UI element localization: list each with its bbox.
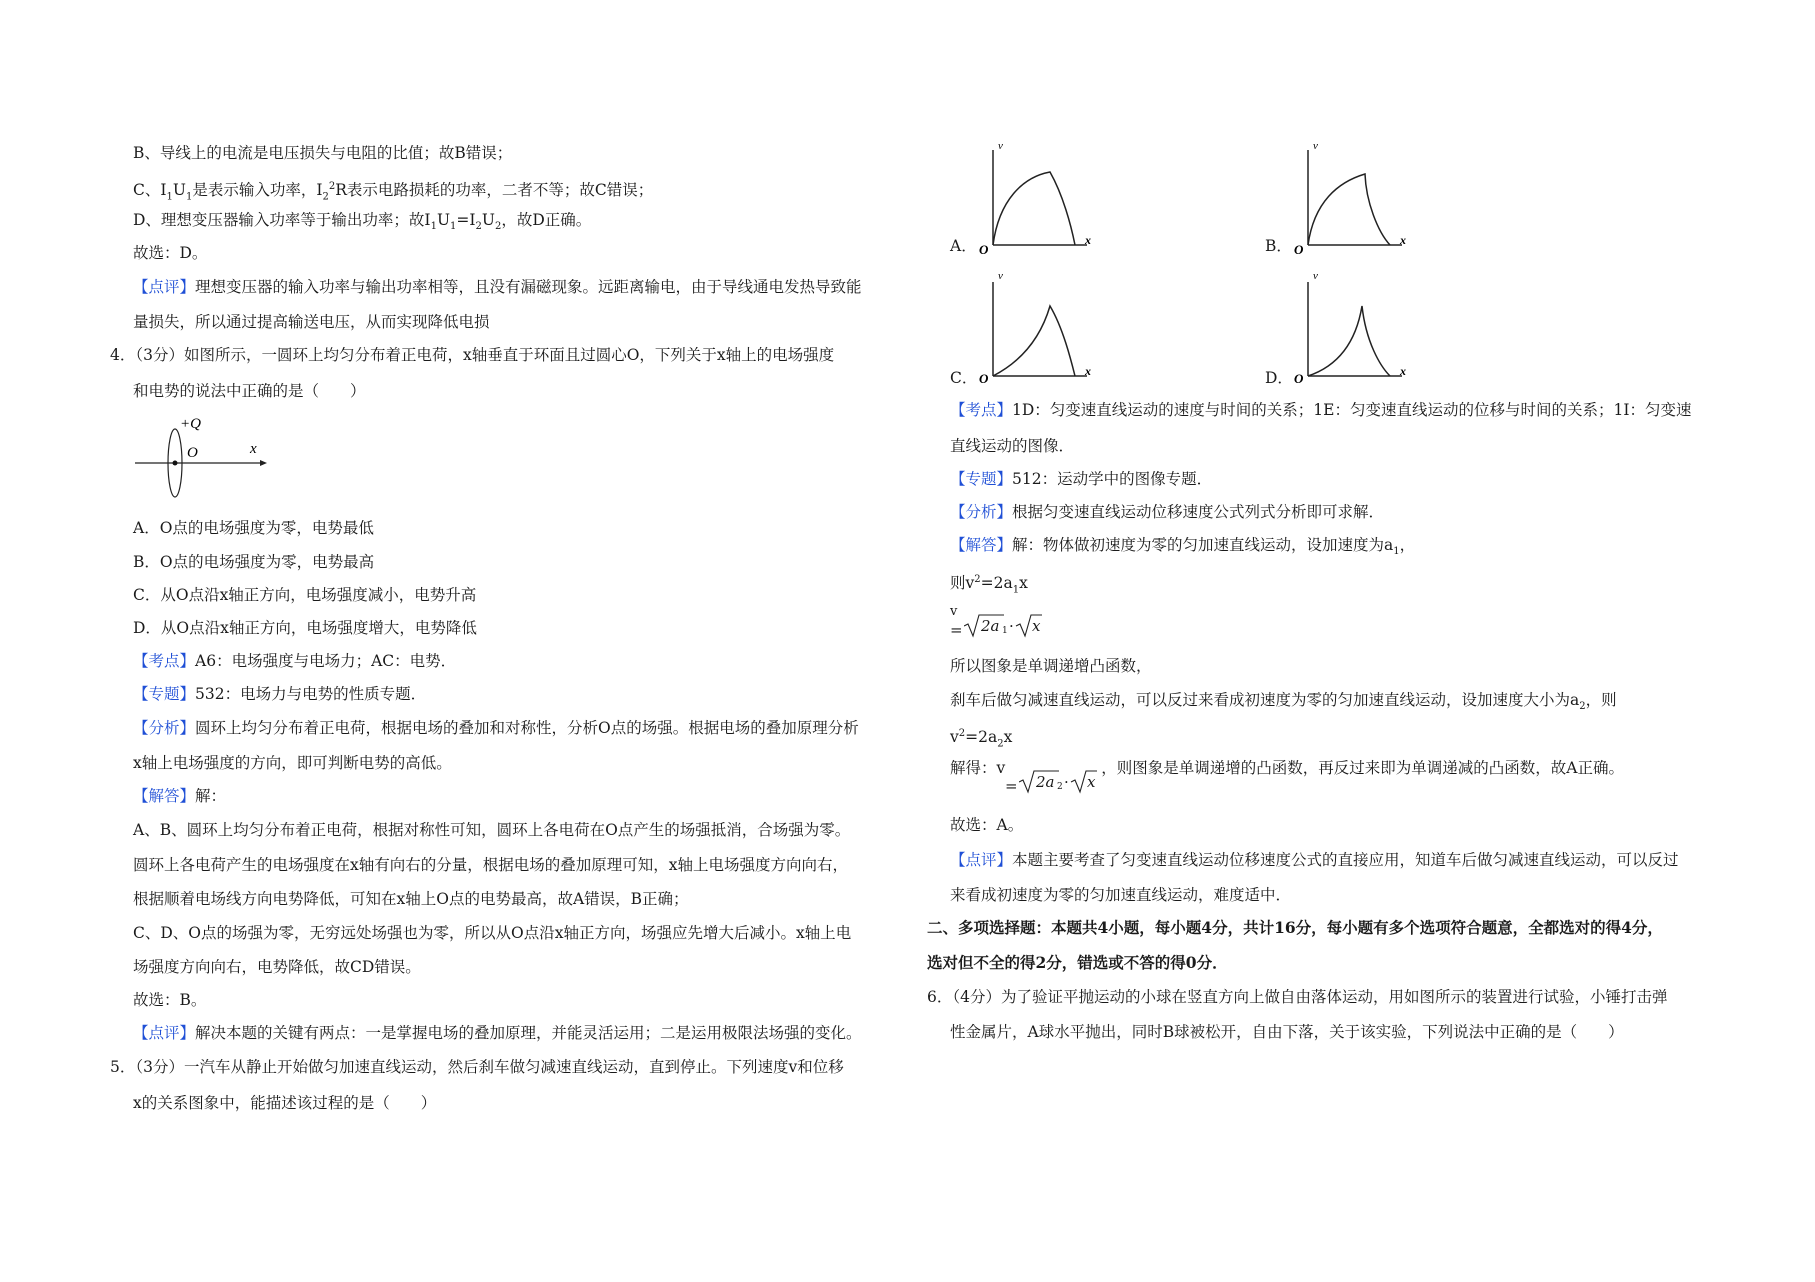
q4-stem-cont: 和电势的说法中正确的是（ ）: [133, 382, 366, 400]
graph-a-curve: [993, 172, 1075, 245]
q4-zhuanti: 【专题】532：电场力与电势的性质专题．: [133, 685, 427, 703]
graph-c: [975, 270, 1105, 385]
origin-label: O: [979, 242, 989, 255]
q3-answer: 故选：D。: [133, 244, 208, 262]
graph-d-curve: [1308, 306, 1390, 376]
x-axis-label: x: [1085, 364, 1091, 378]
v-axis-label: v: [1313, 270, 1318, 282]
x-axis-label: x: [1400, 364, 1406, 378]
origin-label: O: [1294, 242, 1304, 255]
q5-comment-cont: 来看成初速度为零的匀加速直线运动，难度适中．: [950, 886, 1292, 904]
q5-kaodian-cont: 直线运动的图像．: [950, 437, 1075, 455]
q4-stem: 4．（3分）如图所示，一圆环上均匀分布着正电荷，x轴垂直于环面且过圆心O，下列关于x轴上的电场强度: [110, 346, 835, 364]
v-axis-label: v: [998, 270, 1003, 282]
q4-fenxi-cont: x轴上电场强度的方向，即可判断电势的高低。: [133, 754, 452, 772]
q4-kaodian: 【考点】A6：电场强度与电场力；AC：电势．: [133, 652, 457, 670]
formula-v-sqrt-a1: v = 2a 1 · x: [948, 604, 1068, 644]
solved-line: 解得：v ，则图象是单调递增的凸函数，再反过来即为单调递减的凸函数，故A正确。: [950, 759, 1624, 777]
q3-comment: 【点评】理想变压器的输入功率与输出功率相等，且没有漏磁现象。远距离输电，由于导线通电发热导致能: [133, 278, 862, 296]
q6-stem: 6．（4分）为了验证平抛运动的小球在竖直方向上做自由落体运动，用如图所示的装置进行试验，小锤打击弹: [927, 988, 1668, 1006]
q5-stem-cont: x的关系图象中，能描述该过程的是（ ）: [133, 1094, 437, 1112]
q4-answer: 故选：B。: [133, 991, 207, 1009]
equation-v2-a2: $v^2=2a_2x$: [950, 728, 1013, 750]
graph-b-curve: [1308, 174, 1390, 245]
q4-solution-line-2: 圆环上各电荷产生的电场强度在x轴有向右的分量，根据电场的叠加原理可知，x轴上电场强度方向向右，: [133, 856, 848, 874]
q5-kaodian: 【考点】1D：匀变速直线运动的速度与时间的关系；1E：匀变速直线运动的位移与时间的关系；1I：匀变速: [950, 401, 1692, 419]
q5-answer: 故选：A。: [950, 816, 1024, 834]
braking-explanation: 刹车后做匀减速直线运动，可以反过来看成初速度为零的匀加速直线运动，设加速度大小为$a_2$，则: [950, 691, 1617, 713]
equation-v2-a1: 则$v^2=2a_1x$: [950, 574, 1028, 596]
v-axis-label: v: [1313, 140, 1318, 152]
q4-solution-line-3: 根据顺着电场线方向电势降低，可知在x轴上O点的电势最高，故A错误，B正确；: [133, 890, 689, 908]
x-axis-label: x: [1085, 233, 1091, 247]
charge-label: +Q: [180, 416, 201, 432]
v-axis-label: v: [998, 140, 1003, 152]
q4-jieda: 【解答】解：: [133, 787, 227, 805]
q4-solution-line-5: 场强度方向向右，电势降低，故CD错误。: [133, 958, 421, 976]
graph-c-label: C．: [950, 369, 978, 387]
q3-option-b-explanation: B、导线上的电流是电压损失与电阻的比值；故B错误；: [133, 144, 513, 162]
graph-b-label: B．: [1265, 237, 1292, 255]
graph-a-label: A．: [950, 237, 977, 255]
q4-option-a: A．O点的电场强度为零，电势最低: [133, 519, 374, 537]
q4-fenxi: 【分析】圆环上均匀分布着正电荷，根据电场的叠加和对称性，分析O点的场强。根据电场的叠加原理分析: [133, 719, 859, 737]
q4-solution-line-1: A、B、圆环上均匀分布着正电荷，根据对称性可知，圆环上各电荷在O点产生的场强抵消，合场强为零。: [133, 821, 851, 839]
graph-a: [975, 140, 1105, 255]
q5-comment: 【点评】本题主要考查了匀变速直线运动位移速度公式的直接应用，知道车后做匀减速直线运动，可以反过: [950, 851, 1679, 869]
q3-option-d-explanation: D、理想变压器输入功率等于输出功率；故$I_1U_1=I_2U_2$，故D正确。: [133, 211, 592, 233]
q3-option-c-explanation: C、$I_1U_1$是表示输入功率，$I_2^2R$表示电路损耗的功率，二者不等；故C错误；: [133, 181, 654, 203]
section-heading: 二、多项选择题：本题共4小题，每小题4分，共计16分，每小题有多个选项符合题意，全都选对的得4分，: [927, 918, 1663, 937]
q4-option-d: D．从O点沿x轴正方向，电场强度增大，电势降低: [133, 619, 477, 637]
graph-b: [1290, 140, 1420, 255]
conclusion-convex: 所以图象是单调递增凸函数，: [950, 657, 1152, 675]
q5-fenxi: 【分析】根据匀变速直线运动位移速度公式列式分析即可求解．: [950, 503, 1385, 521]
q4-option-b: B．O点的电场强度为零，电势最高: [133, 553, 375, 571]
q4-option-c: C．从O点沿x轴正方向，电场强度减小，电势升高: [133, 586, 477, 604]
graph-d: [1290, 270, 1420, 385]
q4-comment: 【点评】解决本题的关键有两点：一是掌握电场的叠加原理，并能灵活运用；二是运用极限法场强的变化。: [133, 1024, 862, 1042]
formula-v-sqrt-a2: = 2a 2 · x: [1005, 768, 1105, 804]
origin-label: O: [187, 445, 198, 461]
origin-label: O: [979, 371, 989, 385]
q3-comment-cont: 量损失，所以通过提高输送电压，从而实现降低电损: [133, 313, 490, 331]
charged-ring-figure: [130, 410, 270, 500]
section-heading-cont: 选对但不全的得2分，错选或不答的得0分．: [927, 953, 1228, 972]
q5-jieda: 【解答】解：物体做初速度为零的匀加速直线运动，设加速度为$a_1$，: [950, 536, 1416, 558]
comment-tag: 【点评】: [133, 278, 196, 296]
graph-d-label: D．: [1265, 369, 1293, 387]
x-axis-label: x: [250, 441, 257, 457]
graph-c-curve: [993, 306, 1075, 376]
x-axis-arrow: [260, 460, 267, 466]
ring-center-dot: [173, 461, 178, 466]
x-axis-label: x: [1400, 233, 1406, 247]
q4-solution-line-4: C、D、O点的场强为零，无穷远处场强也为零，所以从O点沿x轴正方向，场强应先增大后减小。x轴上电: [133, 924, 852, 942]
origin-label: O: [1294, 371, 1304, 385]
q6-stem-cont: 性金属片，A球水平抛出，同时B球被松开，自由下落，关于该实验，下列说法中正确的是（ ）: [950, 1023, 1624, 1041]
q5-stem: 5．（3分）一汽车从静止开始做匀加速直线运动，然后刹车做匀减速直线运动，直到停止。下列速度v和位移: [110, 1058, 844, 1076]
q5-zhuanti: 【专题】512：运动学中的图像专题．: [950, 470, 1213, 488]
